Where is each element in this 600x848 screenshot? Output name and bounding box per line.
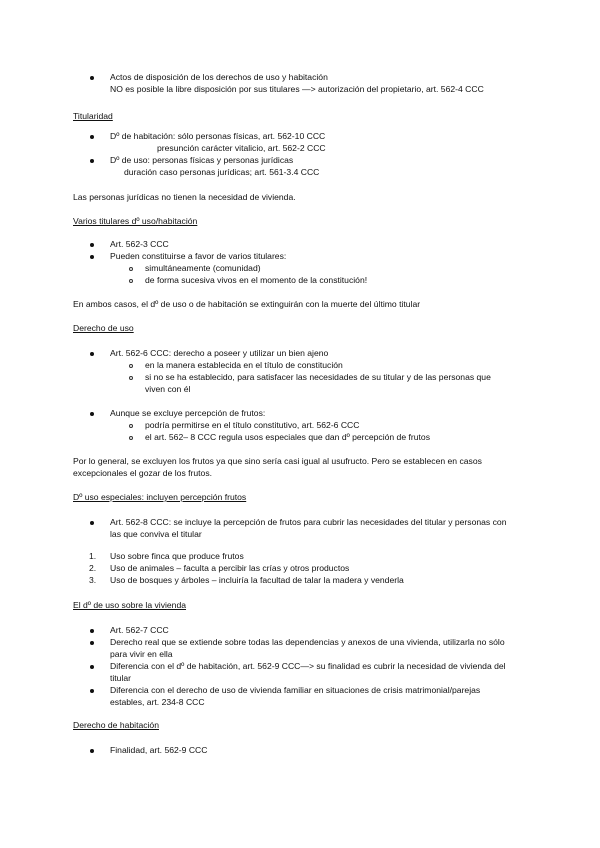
bullet-text: Art. 562-6 CCC: derecho a poseer y utilizar un bien ajeno <box>110 348 329 358</box>
sub-bullet-icon <box>129 364 133 368</box>
bullet-continuation: duración caso personas jurídicas; art. 561-3.4 CCC <box>124 167 320 177</box>
bullet-continuation: las que conviva el titular <box>110 529 202 539</box>
bullet-text: Finalidad, art. 562-9 CCC <box>110 745 208 755</box>
bullet-icon <box>90 521 94 525</box>
section-heading-derecho-habitacion: Derecho de habitación <box>73 720 159 730</box>
list-number: 2. <box>89 563 97 573</box>
bullet-icon <box>90 243 94 247</box>
bullet-icon <box>90 629 94 633</box>
sub-bullet-text: simultáneamente (comunidad) <box>145 263 261 273</box>
bullet-text: Dº de habitación: sólo personas físicas, art. 562-10 CCC <box>110 131 326 141</box>
sub-bullet-icon <box>129 424 133 428</box>
bullet-icon <box>90 159 94 163</box>
sub-bullet-icon <box>129 376 133 380</box>
bullet-icon <box>90 749 94 753</box>
section-heading-varios-titulares: Varios titulares dº uso/habitación <box>73 216 198 226</box>
sub-bullet-icon <box>129 279 133 283</box>
bullet-text: Dº de uso: personas físicas y personas jurídicas <box>110 155 294 165</box>
bullet-text: Derecho real que se extiende sobre todas las dependencias y anexos de una vivienda, utilizarla no sólo <box>110 637 505 647</box>
bullet-continuation: presunción carácter vitalicio, art. 562-2 CCC <box>157 143 326 153</box>
bullet-icon <box>90 641 94 645</box>
section-heading-uso-especiales: Dº uso especiales: incluyen percepción frutos <box>73 492 247 502</box>
bullet-text: Aunque se excluye percepción de frutos: <box>110 408 266 418</box>
numbered-item: Uso de animales – faculta a percibir las crías y otros productos <box>110 563 350 573</box>
bullet-continuation: para vivir en ella <box>110 649 173 659</box>
bullet-continuation: NO es posible la libre disposición por sus titulares —> autorización del propietario, art. 562-4 CCC <box>110 84 484 94</box>
section-heading-uso-vivienda: El dº de uso sobre la vivienda <box>73 600 187 610</box>
bullet-text: Art. 562-7 CCC <box>110 625 169 635</box>
paragraph: En ambos casos, el dº de uso o de habitación se extinguirán con la muerte del último titular <box>73 299 421 309</box>
sub-bullet-text: si no se ha establecido, para satisfacer las necesidades de su titular y de las personas que <box>145 372 491 382</box>
paragraph: Por lo general, se excluyen los frutos ya que sino sería casi igual al usufructo. Pero se establecen en casos <box>73 456 482 466</box>
sub-bullet-icon <box>129 267 133 271</box>
bullet-icon <box>90 135 94 139</box>
bullet-text: Pueden constituirse a favor de varios titulares: <box>110 251 287 261</box>
numbered-item: Uso sobre finca que produce frutos <box>110 551 244 561</box>
bullet-icon <box>90 255 94 259</box>
bullet-icon <box>90 689 94 693</box>
sub-bullet-text: el art. 562– 8 CCC regula usos especiales que dan dº percepción de frutos <box>145 432 430 442</box>
bullet-text: Diferencia con el derecho de uso de vivienda familiar en situaciones de crisis matrimonial/parejas <box>110 685 481 695</box>
bullet-text: Art. 562-3 CCC <box>110 239 169 249</box>
bullet-text: Art. 562-8 CCC: se incluye la percepción de frutos para cubrir las necesidades del titular y personas con <box>110 517 507 527</box>
bullet-continuation: titular <box>110 673 132 683</box>
sub-bullet-continuation: viven con él <box>145 384 191 394</box>
sub-bullet-text: en la manera establecida en el título de constitución <box>145 360 343 370</box>
list-number: 3. <box>89 575 97 585</box>
sub-bullet-text: de forma sucesiva vivos en el momento de la constitución! <box>145 275 368 285</box>
sub-bullet-icon <box>129 436 133 440</box>
paragraph: excepcionales el gozar de los frutos. <box>73 468 213 478</box>
bullet-icon <box>90 352 94 356</box>
section-heading-titularidad: Titularidad <box>73 111 113 121</box>
numbered-item: Uso de bosques y árboles – incluiría la facultad de talar la madera y venderla <box>110 575 404 585</box>
sub-bullet-text: podría permitirse en el título constitutivo, art. 562-6 CCC <box>145 420 360 430</box>
bullet-icon <box>90 76 94 80</box>
bullet-icon <box>90 412 94 416</box>
bullet-text: Actos de disposición de los derechos de uso y habitación <box>110 72 328 82</box>
list-number: 1. <box>89 551 97 561</box>
section-heading-derecho-de-uso: Derecho de uso <box>73 323 134 333</box>
paragraph: Las personas jurídicas no tienen la necesidad de vivienda. <box>73 192 296 202</box>
bullet-icon <box>90 665 94 669</box>
bullet-continuation: estables, art. 234-8 CCC <box>110 697 205 707</box>
bullet-text: Diferencia con el dº de habitación, art. 562-9 CCC—> su finalidad es cubrir la necesidad de vivienda del <box>110 661 506 671</box>
